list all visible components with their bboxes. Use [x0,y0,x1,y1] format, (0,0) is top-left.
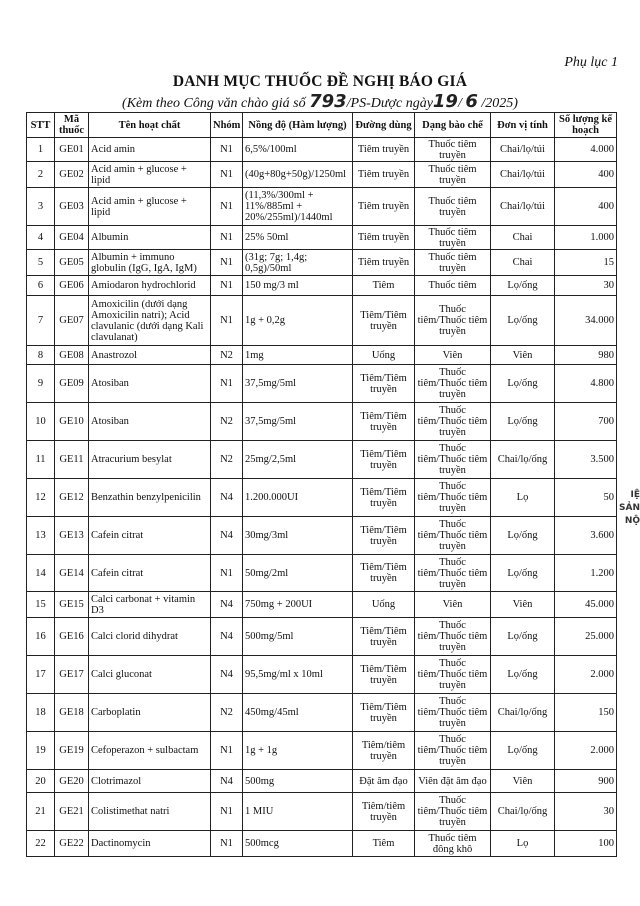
row-unit: Lọ/ống [491,403,555,441]
col-qty: Số lượng kế hoạch [555,113,617,138]
table-row [27,138,617,162]
table-row [27,732,617,770]
row-name: Atosiban [89,365,211,403]
row-qty: 150 [555,694,617,732]
row-strength: 37,5mg/5ml [243,403,353,441]
row-unit: Chai [491,250,555,276]
row-group: N4 [211,770,243,793]
handwritten-day: 19 [432,91,458,112]
table-row [27,250,617,276]
row-unit: Chai [491,226,555,250]
row-strength: 500mcg [243,831,353,857]
row-unit: Viên [491,346,555,365]
row-strength: 1.200.000UI [243,479,353,517]
row-group: N1 [211,188,243,226]
row-strength: (31g; 7g; 1,4g; 0,5g)/50ml [243,250,353,276]
row-qty: 50 [555,479,617,517]
row-code: GE05 [55,250,89,276]
row-code: GE06 [55,276,89,296]
row-code: GE14 [55,555,89,592]
row-stt: 20 [27,770,55,793]
handwritten-month: 6 [465,91,478,112]
table-row [27,770,617,793]
row-strength: 25% 50ml [243,226,353,250]
row-stt: 17 [27,656,55,694]
row-stt: 21 [27,793,55,831]
row-route: Tiêm truyền [353,226,415,250]
row-qty: 3.600 [555,517,617,555]
row-stt: 15 [27,592,55,618]
row-route: Uống [353,592,415,618]
table-row [27,793,617,831]
row-stt: 5 [27,250,55,276]
stamp-fragment: SẢN [619,503,640,513]
row-form: Thuốc tiêm/Thuốc tiêm truyền [415,656,491,694]
col-group: Nhóm [211,113,243,138]
row-name: Calci carbonat + vitamin D3 [89,592,211,618]
row-form: Thuốc tiêm/Thuốc tiêm truyền [415,403,491,441]
row-qty: 4.800 [555,365,617,403]
col-form: Dạng bào chế [415,113,491,138]
row-unit: Chai/lọ/túi [491,138,555,162]
subtitle-suffix: /2025) [481,96,518,111]
row-stt: 18 [27,694,55,732]
row-form: Thuốc tiêm/Thuốc tiêm truyền [415,555,491,592]
row-route: Tiêm/Tiêm truyền [353,296,415,346]
row-group: N1 [211,226,243,250]
row-route: Tiêm/Tiêm truyền [353,555,415,592]
row-route: Tiêm/Tiêm truyền [353,656,415,694]
row-stt: 14 [27,555,55,592]
row-strength: 750mg + 200UI [243,592,353,618]
row-group: N1 [211,138,243,162]
row-qty: 400 [555,188,617,226]
row-code: GE09 [55,365,89,403]
row-group: N4 [211,656,243,694]
row-qty: 30 [555,276,617,296]
row-form: Viên đặt âm đạo [415,770,491,793]
row-unit: Chai/lọ/ống [491,793,555,831]
document-subtitle: (Kèm theo Công văn chào giá số 793/PS-Dược ngày19/ 6 /2025) [122,91,518,112]
row-qty: 100 [555,831,617,857]
table-row [27,365,617,403]
row-name: Amoxicilin (dưới dạng Amoxicilin natri); Acid clavulanic (dưới dạng Kali clavulanat) [89,296,211,346]
row-stt: 12 [27,479,55,517]
row-form: Viên [415,346,491,365]
row-strength: 25mg/2,5ml [243,441,353,479]
row-strength: 6,5%/100ml [243,138,353,162]
subtitle-prefix: (Kèm theo Công văn chào giá số [122,96,306,111]
row-unit: Lọ [491,831,555,857]
row-form: Thuốc tiêm [415,276,491,296]
table-header-row [27,113,617,138]
row-stt: 13 [27,517,55,555]
row-unit: Lọ/ống [491,732,555,770]
table-row [27,441,617,479]
table-row [27,346,617,365]
stamp-fragment: NỘ [624,516,640,526]
table-body [27,138,617,857]
row-code: GE22 [55,831,89,857]
row-unit: Lọ/ống [491,517,555,555]
row-code: GE10 [55,403,89,441]
row-route: Tiêm/Tiêm truyền [353,403,415,441]
row-name: Colistimethat natri [89,793,211,831]
row-unit: Chai/lọ/ống [491,694,555,732]
row-qty: 30 [555,793,617,831]
row-name: Atosiban [89,403,211,441]
row-unit: Chai/lọ/túi [491,162,555,188]
row-group: N1 [211,365,243,403]
row-qty: 3.500 [555,441,617,479]
table-row [27,555,617,592]
col-stt: STT [27,113,55,138]
col-unit: Đơn vị tính [491,113,555,138]
row-name: Clotrimazol [89,770,211,793]
row-stt: 8 [27,346,55,365]
row-stt: 3 [27,188,55,226]
row-stt: 9 [27,365,55,403]
row-stt: 10 [27,403,55,441]
row-code: GE13 [55,517,89,555]
row-route: Tiêm/Tiêm truyền [353,441,415,479]
row-route: Tiêm truyền [353,138,415,162]
row-unit: Chai/lọ/ống [491,441,555,479]
row-strength: (40g+80g+50g)/1250ml [243,162,353,188]
row-strength: 450mg/45ml [243,694,353,732]
row-stt: 7 [27,296,55,346]
row-unit: Lọ/ống [491,276,555,296]
row-route: Tiêm/Tiêm truyền [353,517,415,555]
row-stt: 1 [27,138,55,162]
row-form: Viên [415,592,491,618]
row-group: N4 [211,517,243,555]
row-form: Thuốc tiêm/Thuốc tiêm truyền [415,517,491,555]
row-group: N1 [211,250,243,276]
table-row [27,188,617,226]
row-route: Tiêm/tiêm truyền [353,793,415,831]
row-code: GE08 [55,346,89,365]
row-group: N1 [211,296,243,346]
row-name: Benzathin benzylpenicilin [89,479,211,517]
row-form: Thuốc tiêm truyền [415,138,491,162]
row-qty: 2.000 [555,732,617,770]
row-code: GE02 [55,162,89,188]
row-group: N1 [211,555,243,592]
row-form: Thuốc tiêm/Thuốc tiêm truyền [415,793,491,831]
table-row [27,694,617,732]
row-name: Dactinomycin [89,831,211,857]
row-route: Tiêm/tiêm truyền [353,732,415,770]
row-stt: 11 [27,441,55,479]
row-qty: 45.000 [555,592,617,618]
row-code: GE20 [55,770,89,793]
row-stt: 19 [27,732,55,770]
row-name: Acid amin + glucose + lipid [89,188,211,226]
row-stt: 4 [27,226,55,250]
row-qty: 700 [555,403,617,441]
row-route: Tiêm truyền [353,250,415,276]
row-route: Tiêm/Tiêm truyền [353,694,415,732]
row-strength: 500mg [243,770,353,793]
row-unit: Lọ/ống [491,656,555,694]
subtitle-mid: /PS-Dược ngày [346,96,433,111]
col-code: Mã thuốc [55,113,89,138]
col-name: Tên hoạt chất [89,113,211,138]
table-row [27,276,617,296]
row-name: Calci gluconat [89,656,211,694]
row-form: Thuốc tiêm/Thuốc tiêm truyền [415,365,491,403]
row-form: Thuốc tiêm/Thuốc tiêm truyền [415,694,491,732]
row-code: GE01 [55,138,89,162]
stamp-fragment: IỆ [630,490,640,500]
row-strength: 500mg/5ml [243,618,353,656]
row-strength: 95,5mg/ml x 10ml [243,656,353,694]
row-group: N2 [211,694,243,732]
row-route: Tiêm truyền [353,162,415,188]
row-form: Thuốc tiêm/Thuốc tiêm truyền [415,732,491,770]
row-unit: Lọ [491,479,555,517]
row-stt: 2 [27,162,55,188]
row-form: Thuốc tiêm/Thuốc tiêm truyền [415,296,491,346]
row-form: Thuốc tiêm/Thuốc tiêm truyền [415,618,491,656]
table-row [27,479,617,517]
row-route: Tiêm/Tiêm truyền [353,618,415,656]
row-qty: 2.000 [555,656,617,694]
row-qty: 25.000 [555,618,617,656]
row-unit: Chai/lọ/túi [491,188,555,226]
row-form: Thuốc tiêm truyền [415,188,491,226]
row-unit: Lọ/ống [491,296,555,346]
row-code: GE16 [55,618,89,656]
table-row [27,296,617,346]
table-row [27,831,617,857]
row-qty: 1.200 [555,555,617,592]
row-name: Cafein citrat [89,517,211,555]
row-group: N1 [211,162,243,188]
table-row [27,226,617,250]
table-row [27,618,617,656]
row-form: Thuốc tiêm truyền [415,162,491,188]
table-row [27,592,617,618]
row-form: Thuốc tiêm truyền [415,250,491,276]
row-strength: 150 mg/3 ml [243,276,353,296]
row-name: Atracurium besylat [89,441,211,479]
row-name: Anastrozol [89,346,211,365]
row-qty: 4.000 [555,138,617,162]
row-name: Cefoperazon + sulbactam [89,732,211,770]
row-group: N1 [211,793,243,831]
document-title: DANH MỤC THUỐC ĐỀ NGHỊ BÁO GIÁ [172,73,468,90]
row-group: N2 [211,346,243,365]
row-name: Acid amin + glucose + lipid [89,162,211,188]
row-code: GE15 [55,592,89,618]
row-strength: (11,3%/300ml + 11%/885ml + 20%/255ml)/1440ml [243,188,353,226]
row-qty: 1.000 [555,226,617,250]
row-route: Tiêm [353,831,415,857]
row-code: GE07 [55,296,89,346]
row-route: Đặt âm đạo [353,770,415,793]
row-name: Albumin + immuno globulin (IgG, IgA, IgM) [89,250,211,276]
col-route: Đường dùng [353,113,415,138]
col-strength: Nồng độ (Hàm lượng) [243,113,353,138]
row-code: GE03 [55,188,89,226]
drug-table [26,112,617,857]
row-qty: 980 [555,346,617,365]
table-row [27,162,617,188]
row-strength: 1g + 1g [243,732,353,770]
row-unit: Lọ/ống [491,555,555,592]
row-name: Albumin [89,226,211,250]
row-form: Thuốc tiêm đông khô [415,831,491,857]
row-group: N1 [211,831,243,857]
appendix-label: Phụ lục 1 [564,55,618,70]
row-group: N2 [211,403,243,441]
row-qty: 34.000 [555,296,617,346]
row-qty: 400 [555,162,617,188]
row-route: Tiêm truyền [353,188,415,226]
row-form: Thuốc tiêm truyền [415,226,491,250]
row-name: Calci clorid dihydrat [89,618,211,656]
row-name: Acid amin [89,138,211,162]
row-stt: 22 [27,831,55,857]
row-group: N2 [211,441,243,479]
row-strength: 37,5mg/5ml [243,365,353,403]
row-group: N4 [211,618,243,656]
row-form: Thuốc tiêm/Thuốc tiêm truyền [415,441,491,479]
row-group: N1 [211,732,243,770]
row-unit: Viên [491,592,555,618]
table-row [27,517,617,555]
row-name: Amiodaron hydrochlorid [89,276,211,296]
row-group: N1 [211,276,243,296]
row-qty: 15 [555,250,617,276]
row-qty: 900 [555,770,617,793]
row-code: GE12 [55,479,89,517]
row-stt: 16 [27,618,55,656]
handwritten-doc-number: 793 [309,91,347,112]
row-unit: Lọ/ống [491,365,555,403]
row-code: GE18 [55,694,89,732]
row-strength: 50mg/2ml [243,555,353,592]
table-row [27,403,617,441]
row-strength: 1g + 0,2g [243,296,353,346]
row-route: Tiêm/Tiêm truyền [353,479,415,517]
row-unit: Viên [491,770,555,793]
row-unit: Lọ/ống [491,618,555,656]
row-strength: 30mg/3ml [243,517,353,555]
row-strength: 1 MIU [243,793,353,831]
row-name: Cafein citrat [89,555,211,592]
row-code: GE04 [55,226,89,250]
row-code: GE17 [55,656,89,694]
row-form: Thuốc tiêm/Thuốc tiêm truyền [415,479,491,517]
row-stt: 6 [27,276,55,296]
row-group: N4 [211,479,243,517]
row-route: Tiêm/Tiêm truyền [353,365,415,403]
row-code: GE11 [55,441,89,479]
row-group: N4 [211,592,243,618]
row-strength: 1mg [243,346,353,365]
table-row [27,656,617,694]
row-code: GE19 [55,732,89,770]
row-route: Uống [353,346,415,365]
row-code: GE21 [55,793,89,831]
row-route: Tiêm [353,276,415,296]
row-name: Carboplatin [89,694,211,732]
